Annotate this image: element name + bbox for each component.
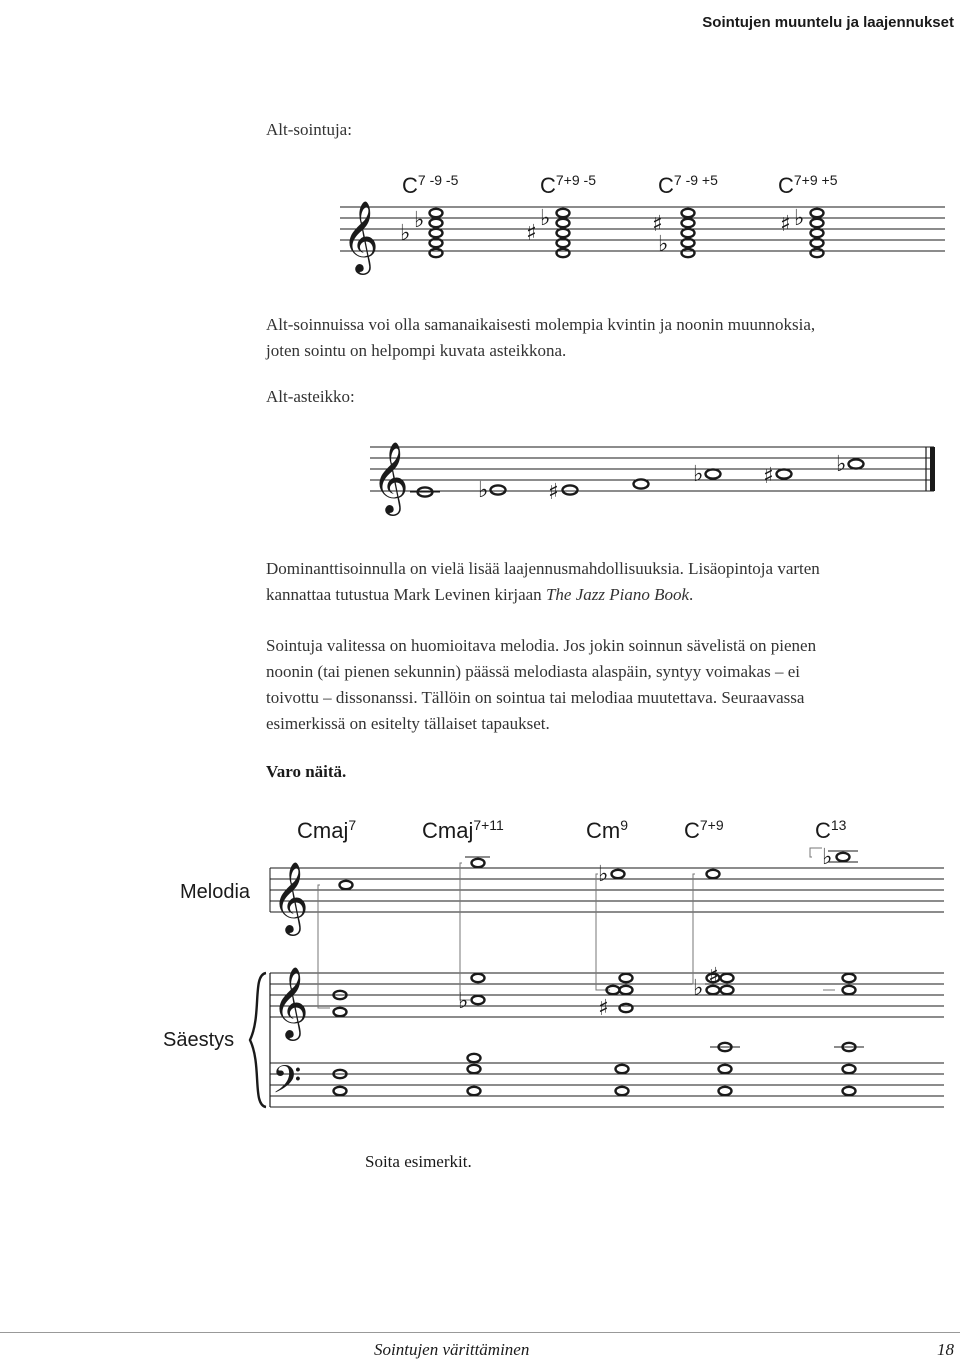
svg-text:♯: ♯ [652,212,663,237]
example-caption: Soita esimerkit. [365,1152,472,1171]
svg-text:♯: ♯ [526,221,537,246]
paragraph-alt-description [266,312,926,364]
page-number: 18 [937,1340,954,1359]
scale-notes [410,452,864,505]
paragraph-melody-advice [266,633,926,737]
chord-symbol: $C^{13}$ [815,817,847,843]
svg-text:♯: ♯ [548,480,559,505]
book-title: The Jazz Piano Book [545,585,690,604]
chord-symbol: $C^{7 -9 -5}$ [402,172,459,198]
svg-text:♭: ♭ [658,232,669,257]
chord-notes [780,206,824,257]
treble-clef-icon: 𝄞 [372,440,409,513]
treble-clef-icon: 𝄞 [342,199,379,272]
svg-text:♭: ♭ [598,862,609,887]
measure [693,870,740,1095]
text-line: esimerkissä on esitelty tällaiset tapaukset. [266,714,550,733]
measure [458,857,490,1095]
chord-symbol: Cmaj$^{7+11}$ [422,817,504,843]
svg-text:♭: ♭ [822,845,833,870]
svg-text:♭: ♭ [836,452,847,477]
chord-symbol: Cm$^9$ [586,817,629,843]
text-line: Sointuja valitessa on huomioitava melodia. Jos jokin soinnun sävelistä on pienen [266,636,817,655]
alt-chords-staff [0,165,960,275]
text-line: Dominanttisoinnulla on vielä lisää laajennusmahdollisuuksia. Lisäopintoja varten [266,559,820,578]
treble-clef-icon: 𝄞 [272,965,309,1038]
svg-text:♭: ♭ [478,478,489,503]
chord-symbol: $C^{7+9 -5}$ [540,172,596,198]
chord-symbol: Cmaj$^7$ [297,817,357,843]
svg-text:♭: ♭ [693,462,704,487]
svg-text:♯: ♯ [708,964,719,989]
text-line: toivottu – dissonanssi. Tällöin on sointua tai melodiaa muutettava. Seuraavassa [266,688,805,707]
melody-label: Melodia [180,881,251,903]
chord-symbol: $C^{7+9}$ [684,817,724,843]
chord-notes [400,208,443,257]
chord-notes [526,206,570,257]
measure [810,845,864,1095]
svg-text:♭: ♭ [693,976,704,1001]
text-line: Alt-soinnuissa voi olla samanaikaisesti molempia kvintin ja noonin muunnoksia, [266,315,816,334]
bass-clef-icon: 𝄢 [272,1057,302,1111]
chord-symbol: $C^{7+9 +5}$ [778,172,838,198]
svg-text:♯: ♯ [780,212,791,237]
svg-text:♯: ♯ [598,996,609,1021]
brace-icon [250,973,266,1107]
text-line: kannattaa tutustua Mark Levinen kirjaan The Jazz Piano Book. [266,585,694,604]
svg-text:♭: ♭ [794,206,805,231]
footer-title: Sointujen värittäminen [374,1340,530,1359]
treble-clef-icon: 𝄞 [272,860,309,933]
text-line: noonin (tai pienen sekunnin) päässä melodiasta alaspäin, syntyy voimakas – ei [266,662,800,681]
svg-text:♯: ♯ [763,464,774,489]
example-score [0,805,960,1115]
accompaniment-label: Säestys [163,1029,235,1051]
svg-text:♭: ♭ [458,989,469,1014]
svg-text:♭: ♭ [400,221,411,246]
footer-divider [0,1332,960,1333]
chord-notes [652,209,695,257]
staff [370,447,935,491]
measure [596,862,633,1095]
svg-text:♭: ♭ [540,206,551,231]
alt-scale-label: Alt-asteikko: [266,387,355,406]
svg-text:♭: ♭ [414,208,425,233]
text-line: joten sointu on helpompi kuvata asteikkona. [266,341,567,360]
alt-scale-staff [0,426,960,516]
alt-chords-label: Alt-sointuja: [266,120,352,139]
running-header: Sointujen muuntelu ja laajennukset [702,14,954,31]
paragraph-extensions [266,556,926,608]
chord-symbol: $C^{7 -9 +5}$ [658,172,718,198]
warning-heading: Varo näitä. [266,762,347,781]
